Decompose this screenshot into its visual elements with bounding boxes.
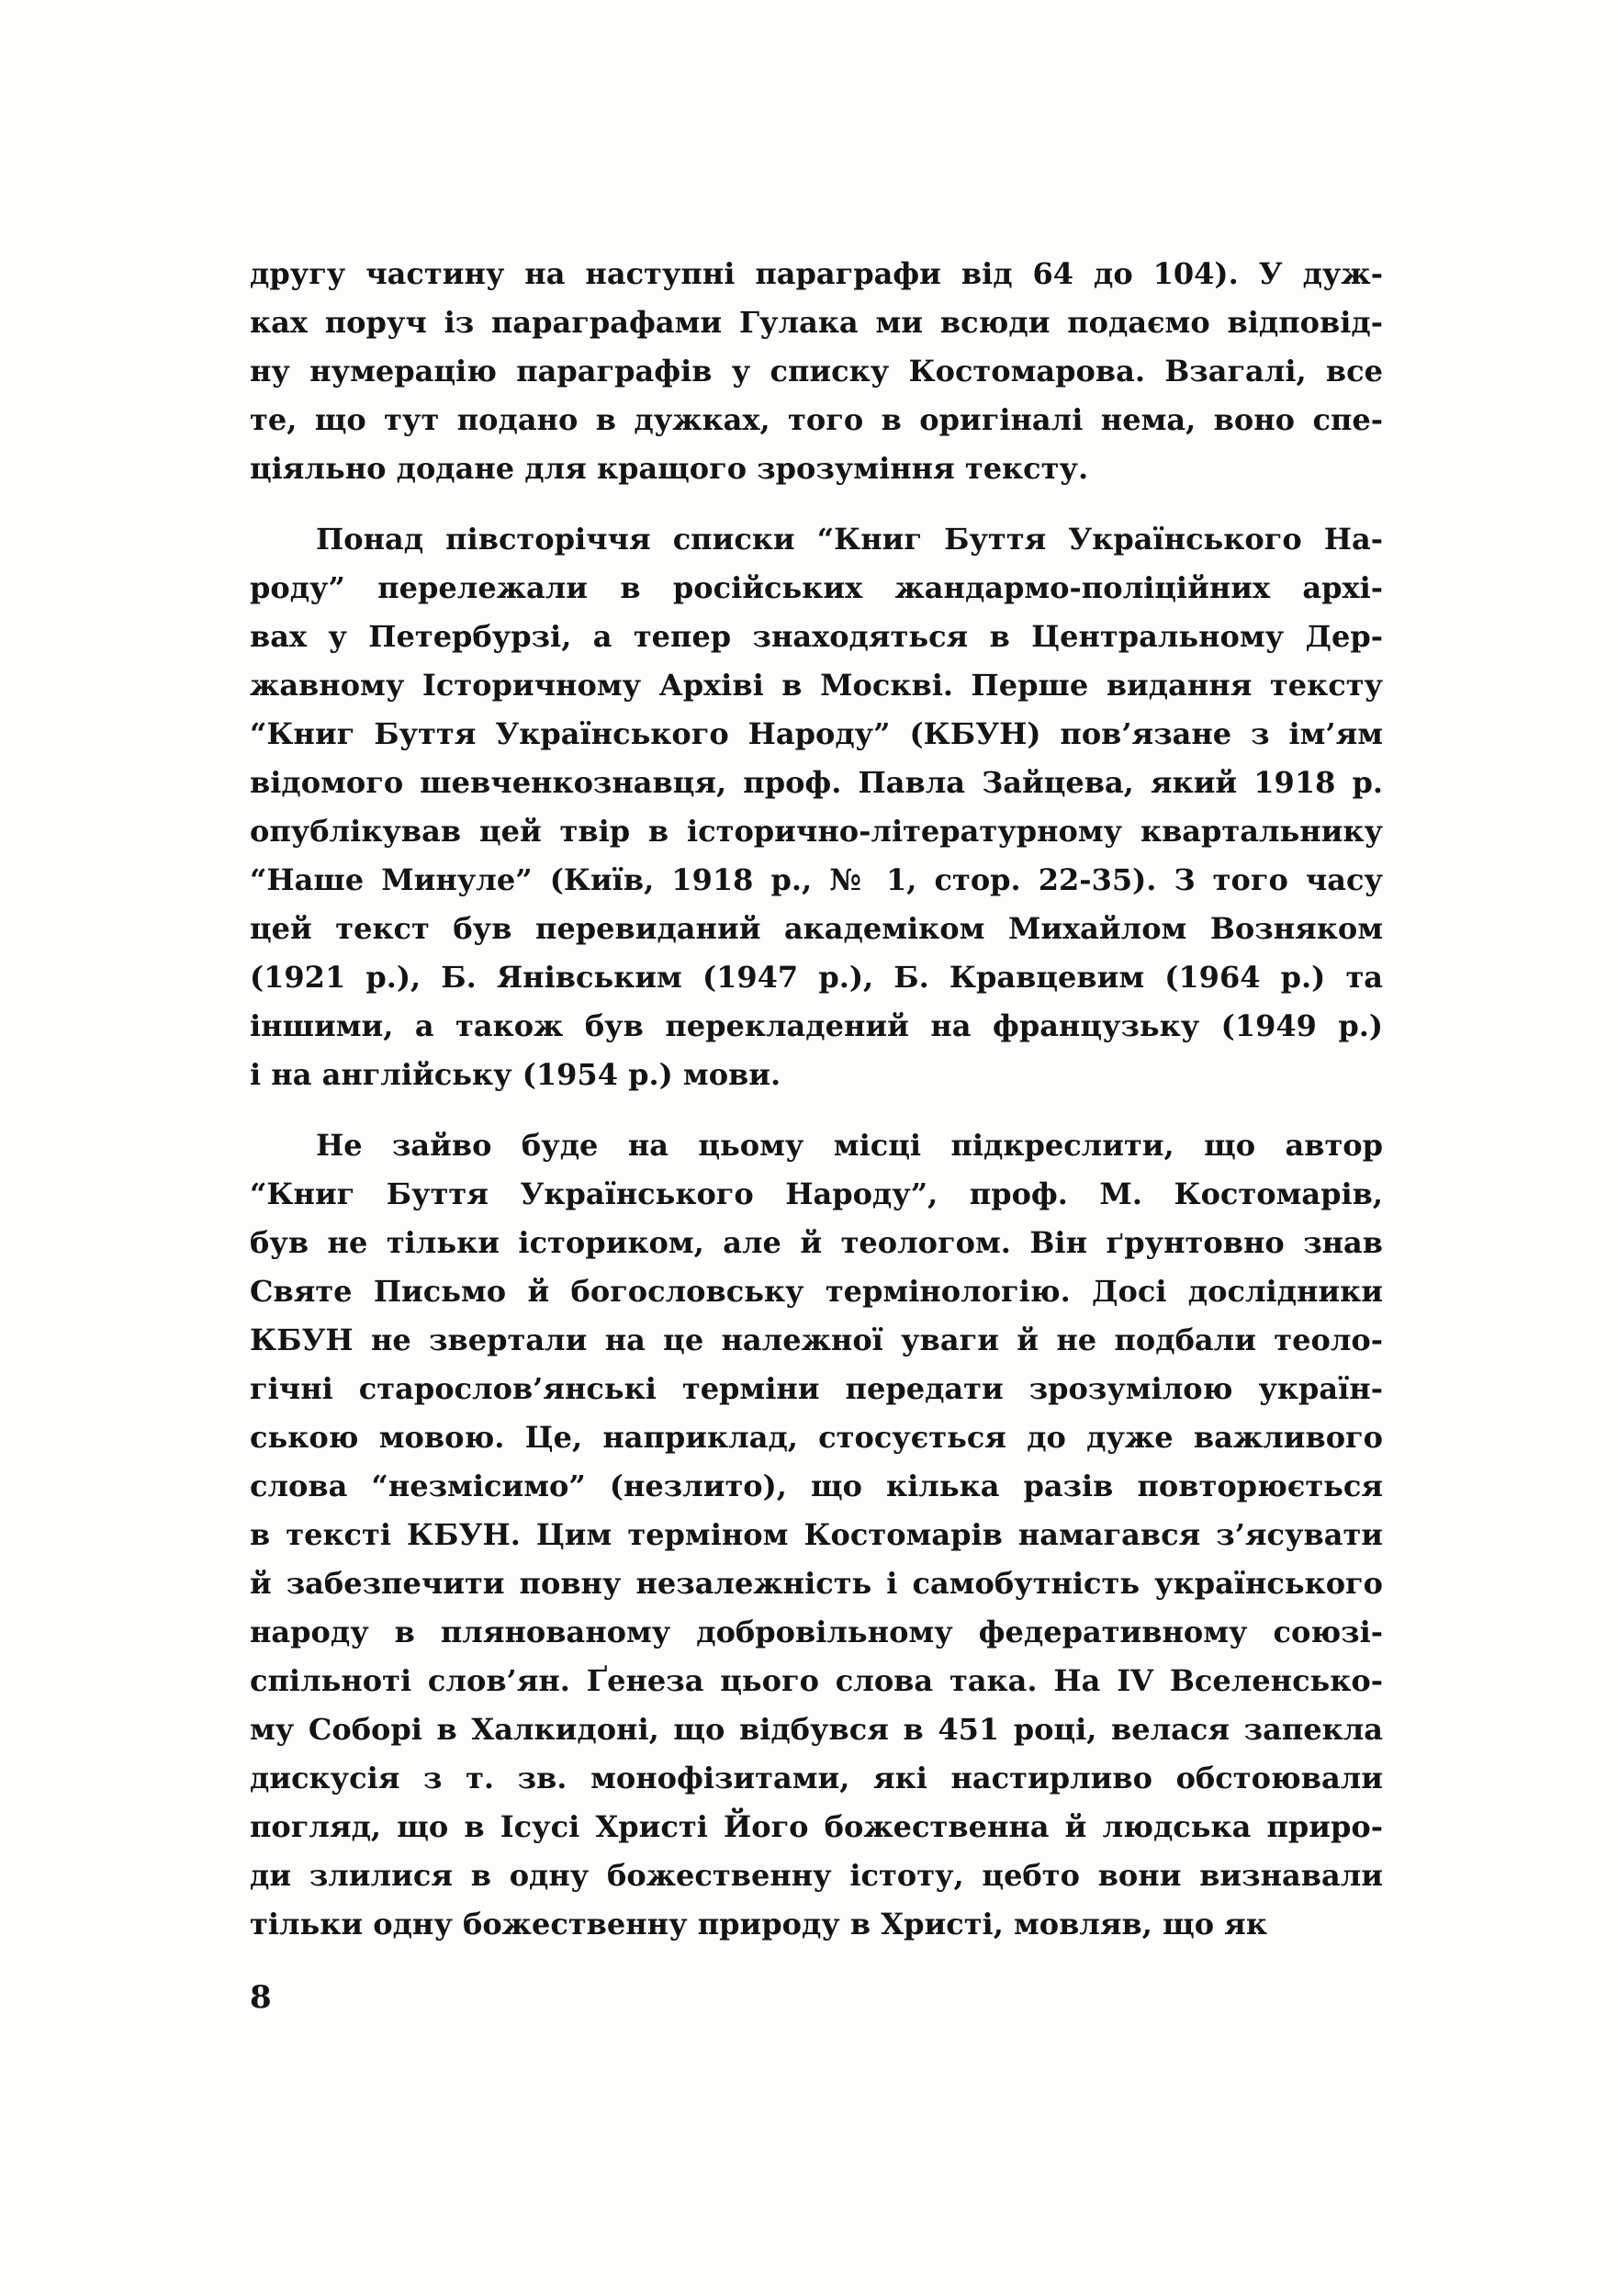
text-line: жавному Історичному Архіві в Москві. Перше видання тексту <box>250 668 1383 703</box>
paragraph <box>250 515 1383 1099</box>
paragraph <box>250 250 1383 493</box>
page-number: 8 <box>250 1979 272 2016</box>
text-line: “Книг Буття Українського Народу”, проф. М. Костомарів, <box>250 1176 1383 1211</box>
text-line: народу в плянованому добровільному федеративному союзі- <box>250 1615 1383 1649</box>
text-line: в тексті КБУН. Цим терміном Костомарів намагався з’ясувати <box>250 1517 1383 1552</box>
text-line: вах у Петербурзі, а тепер знаходяться в Центральному Дер- <box>250 619 1383 654</box>
text-line: ну нумерацію параграфів у списку Костомарова. Взагалі, все <box>250 354 1383 388</box>
text-line: “Книг Буття Українського Народу” (КБУН) пов’язане з ім’ям <box>250 716 1383 751</box>
text-line: опублікував цей твір в історично-літературному квартальнику <box>250 814 1383 849</box>
text-line: погляд, що в Ісусі Христі Його божественна й людська приро- <box>250 1809 1383 1844</box>
text-line: й забезпечити повну незалежність і самобутність українського <box>250 1566 1383 1601</box>
text-line: ди злилися в одну божественну істоту, цебто вони визнавали <box>250 1858 1383 1893</box>
text-line: (1921 р.), Б. Янівським (1947 р.), Б. Кравцевим (1964 р.) та <box>250 960 1383 995</box>
text-line: дискусія з т. зв. монофізитами, які настирливо обстоювали <box>250 1761 1383 1795</box>
text-line: гічні старослов’янські терміни передати зрозумілою україн- <box>250 1371 1383 1406</box>
text-line: другу частину на наступні параграфи від 64 до 104). У дуж- <box>250 256 1383 291</box>
text-line: відомого шевченкознавця, проф. Павла Зайцева, який 1918 р. <box>250 765 1383 800</box>
text-line: цей текст був перевиданий академіком Михайлом Возняком <box>250 911 1383 946</box>
text-line: му Соборі в Халкидоні, що відбувся в 451 році, велася запекла <box>250 1712 1383 1747</box>
text-line: ках поруч із параграфами Гулака ми всюди подаємо відповід- <box>250 305 1383 340</box>
text-line: був не тільки істориком, але й теологом. Він ґрунтовно знав <box>250 1225 1383 1260</box>
paragraph <box>250 1121 1383 1949</box>
text-line: тільки одну божественну природу в Христі, мовляв, що як <box>250 1907 1267 1941</box>
text-line: те, що тут подано в дужках, того в оригіналі нема, воно спе- <box>250 402 1383 437</box>
text-line: Святе Письмо й богословську термінологію. Досі дослідники <box>250 1274 1383 1309</box>
text-line: “Наше Минуле” (Київ, 1918 р., № 1, стор. 22-35). З того часу <box>250 862 1383 897</box>
text-line: спільноті слов’ян. Ґенеза цього слова така. На IV Вселенсько- <box>250 1663 1383 1698</box>
text-block <box>250 250 1383 1949</box>
text-line: КБУН не звертали на це належної уваги й не подбали теоло- <box>250 1322 1383 1357</box>
text-line: і на англійську (1954 р.) мови. <box>250 1057 781 1092</box>
text-line: Не зайво буде на цьому місці підкреслити, що автор <box>316 1128 1383 1163</box>
text-line: Понад півсторіччя списки “Книг Буття Українського На- <box>316 522 1383 557</box>
text-line: роду” перележали в російських жандармо-поліційних архі- <box>250 570 1383 605</box>
text-line: слова “незмісимо” (незлито), що кілька разів повторюється <box>250 1469 1383 1503</box>
text-line: іншими, а також був перекладений на французьку (1949 р.) <box>250 1008 1383 1043</box>
text-line: ською мовою. Це, наприклад, стосується до дуже важливого <box>250 1420 1383 1455</box>
text-line: ціяльно додане для кращого зрозуміння тексту. <box>250 451 1089 486</box>
